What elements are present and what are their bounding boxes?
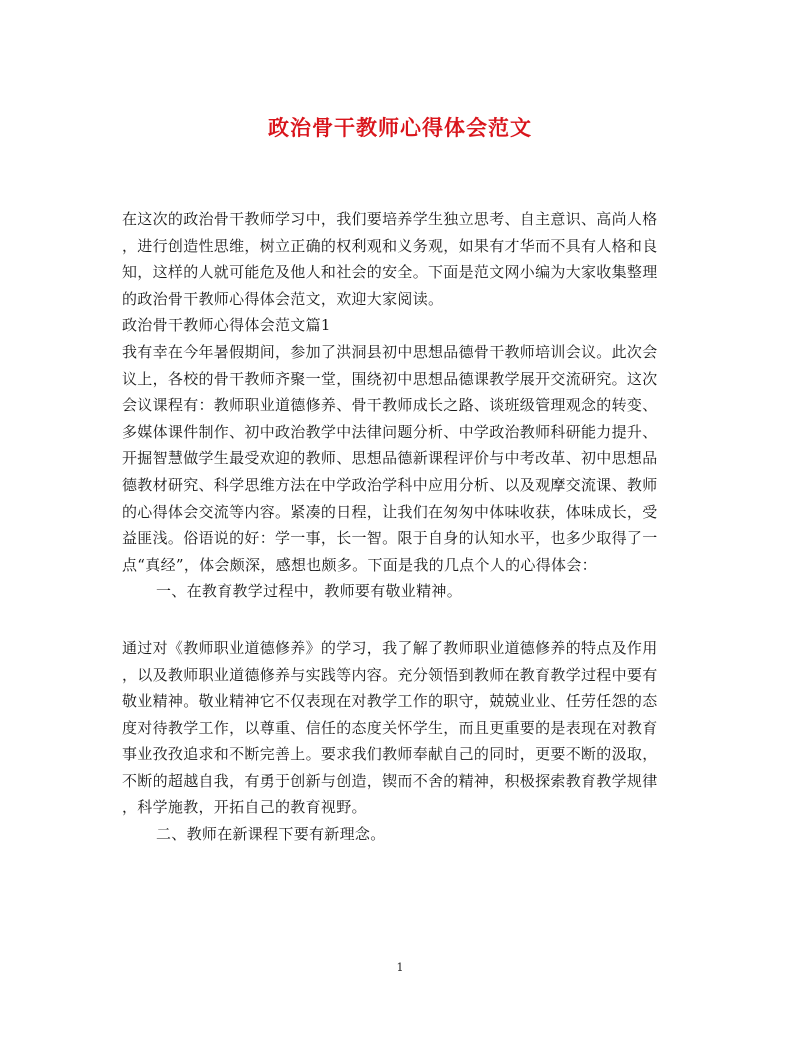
text-line: 的政治骨干教师心得体会范文，欢迎大家阅读。 [122, 289, 444, 308]
text-line: 事业孜孜追求和不断完善上。要求我们教师奉献自己的同时，更要不断的汲取， [122, 745, 658, 764]
body-paragraph [122, 339, 682, 578]
text-line: 德教材研究、科学思维方法在中学政治学科中应用分析、以及观摩交流课、教师 [122, 475, 658, 494]
text-line: 议上，各校的骨干教师齐聚一堂，围绕初中思想品德课教学展开交流研究。这次 [122, 369, 658, 388]
section-heading [122, 578, 682, 605]
page-number: 1 [396, 961, 404, 974]
section-subtitle [122, 312, 682, 339]
text-line: 敬业精神。敬业精神它不仅表现在对教学工作的职守，兢兢业业、任劳任怨的态 [122, 692, 658, 711]
text-line: ，科学施教，开拓自己的教育视野。 [122, 798, 367, 817]
text-line: ，以及教师职业道德修养与实践等内容。充分领悟到教师在教育教学过程中要有 [122, 665, 658, 684]
text-line: 在这次的政治骨干教师学习中，我们要培养学生独立思考、自主意识、高尚人格 [122, 210, 658, 228]
text-line: 政治骨干教师心得体会范文篇1 [122, 316, 331, 335]
intro-paragraph [122, 206, 682, 312]
text-line: 度对待教学工作，以尊重、信任的态度关怀学生，而且更重要的是表现在对教育 [122, 718, 658, 737]
text-line: 一、在教育教学过程中，教师要有敬业精神。 [156, 582, 463, 601]
text-line: 多媒体课件制作、初中政治教学中法律问题分析、中学政治教师科研能力提升、 [122, 422, 658, 441]
text-line: 通过对《教师职业道德修养》的学习，我了解了教师职业道德修养的特点及作用 [122, 638, 658, 657]
text-line: 知，这样的人就可能危及他人和社会的安全。下面是范文网小编为大家收集整理 [122, 263, 658, 282]
text-line: 不断的超越自我，有勇于创新与创造，锲而不舍的精神，积极探索教育教学规律 [122, 771, 658, 790]
text-line: 我有幸在今年暑假期间，参加了洪洞县初中思想品德骨干教师培训会议。此次会 [122, 342, 658, 361]
text-line: 开掘智慧做学生最受欢迎的教师、思想品德新课程评价与中考改革、初中思想品 [122, 449, 658, 468]
body-paragraph [122, 635, 682, 821]
text-line: 的心得体会交流等内容。紧凑的日程，让我们在匆匆中体味收获，体味成长，受 [122, 502, 658, 521]
paragraph-gap [122, 605, 682, 635]
text-line: ，进行创造性思维，树立正确的权利观和义务观，如果有才华而不具有人格和良 [122, 236, 658, 255]
text-line: 益匪浅。俗语说的好：学一事，长一智。限于自身的认知水平，也多少取得了一 [122, 529, 658, 548]
document-body [122, 206, 682, 848]
text-line: 二、教师在新课程下要有新理念。 [156, 825, 386, 844]
section-heading [122, 821, 682, 848]
document-title: 政治骨干教师心得体会范文 [268, 115, 532, 140]
text-line: 会议课程有：教师职业道德修养、骨干教师成长之路、谈班级管理观念的转变、 [122, 396, 658, 415]
text-line: 点“真经”，体会颇深，感想也颇多。下面是我的几点个人的心得体会： [122, 555, 597, 574]
